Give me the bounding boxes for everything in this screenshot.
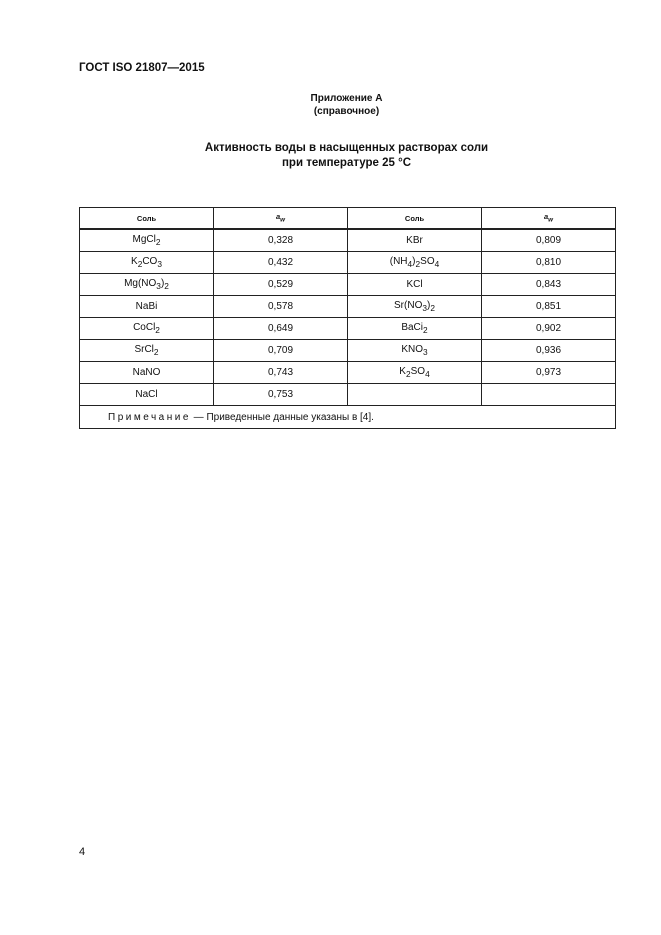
title-line-2: при температуре 25 °С — [281, 157, 412, 169]
column-header-aw-1: $a_w$ — [214, 208, 348, 230]
table-row — [80, 229, 616, 252]
aw-cell: 0,936 — [482, 340, 616, 362]
column-header-salt-1: Соль — [80, 208, 214, 230]
table-title — [0, 141, 661, 171]
table-row — [80, 340, 616, 362]
salt-cell: NaBi — [80, 296, 214, 318]
salt-cell: $Mg(NO_3)_2$ — [80, 274, 214, 296]
aw-cell: 0,743 — [214, 362, 348, 384]
table-row — [80, 274, 616, 296]
salt-cell — [348, 384, 482, 406]
salt-cell: KBr — [348, 229, 482, 252]
appendix-heading — [0, 92, 661, 118]
aw-cell: 0,851 — [482, 296, 616, 318]
table-row — [80, 362, 616, 384]
salt-cell: NaCl — [80, 384, 214, 406]
appendix-label: Приложение А — [310, 93, 383, 104]
column-header-aw-2: $a_w$ — [482, 208, 616, 230]
aw-cell: 0,902 — [482, 318, 616, 340]
salt-cell: $K_2CO_3$ — [80, 252, 214, 274]
aw-cell: 0,529 — [214, 274, 348, 296]
salt-cell: SrCl$_2$ — [80, 340, 214, 362]
aw-cell: 0,810 — [482, 252, 616, 274]
table-body — [80, 229, 616, 406]
aw-cell — [482, 384, 616, 406]
salt-cell: KCl — [348, 274, 482, 296]
aw-cell: 0,709 — [214, 340, 348, 362]
salt-cell: BaCi$_2$ — [348, 318, 482, 340]
salt-cell: $Sr(NO_3)_2$ — [348, 296, 482, 318]
aw-cell: 0,328 — [214, 229, 348, 252]
aw-cell: 0,809 — [482, 229, 616, 252]
aw-cell: 0,973 — [482, 362, 616, 384]
aw-cell: 0,432 — [214, 252, 348, 274]
aw-cell: 0,578 — [214, 296, 348, 318]
table-row — [80, 252, 616, 274]
page-number: 4 — [79, 846, 86, 858]
appendix-type: (справочное) — [313, 106, 380, 117]
salt-cell: CoCl$_2$ — [80, 318, 214, 340]
salt-cell: MgCl$_2$ — [80, 229, 214, 252]
aw-cell: 0,649 — [214, 318, 348, 340]
salt-cell: NaNO — [80, 362, 214, 384]
note-label: Примечание — [108, 411, 191, 423]
table-row — [80, 318, 616, 340]
water-activity-table — [79, 207, 616, 429]
table-row — [80, 296, 616, 318]
salt-cell: $K_2SO_4$ — [348, 362, 482, 384]
aw-cell: 0,753 — [214, 384, 348, 406]
table-header-row — [80, 208, 616, 230]
note-text: — Приведенные данные указаны в [4]. — [190, 411, 374, 423]
title-line-1: Активность воды в насыщенных растворах соли — [204, 142, 489, 154]
salt-cell: $KNO_3$ — [348, 340, 482, 362]
note-row — [80, 406, 616, 429]
table-note — [80, 406, 616, 429]
table-row — [80, 384, 616, 406]
standard-header: ГОСТ ISO 21807—2015 — [79, 62, 205, 74]
aw-cell: 0,843 — [482, 274, 616, 296]
column-header-salt-2: Соль — [348, 208, 482, 230]
salt-cell: $(NH_4)_2SO_4$ — [348, 252, 482, 274]
